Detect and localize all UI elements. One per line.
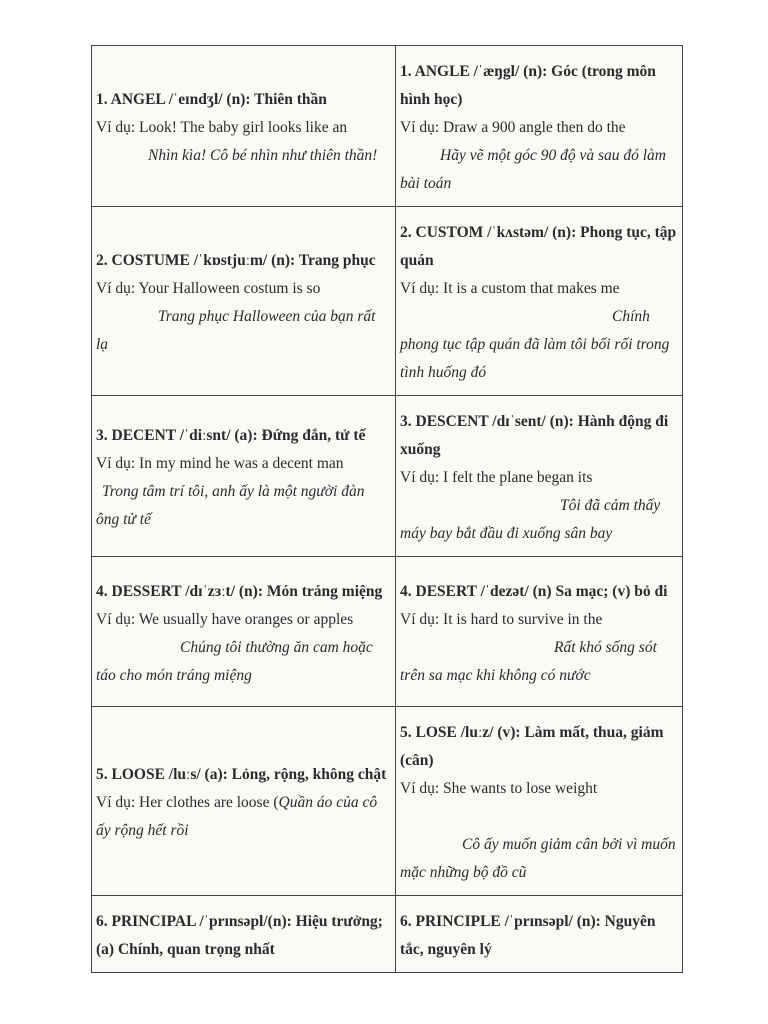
entry-costume: [92, 207, 396, 396]
entry-angle: [396, 46, 683, 207]
entry-principle: [396, 896, 683, 973]
entry-translation: Cô ấy muốn giảm cân bởi vì muốn mặc những bộ đồ cũ: [400, 836, 676, 881]
entry-heading: 6. PRINCIPAL /ˈprɪnsəpl/(n): Hiệu trưởng; (a) Chính, quan trọng nhất: [96, 913, 383, 958]
table-row: [92, 207, 683, 396]
entry-heading: 2. CUSTOM /ˈkʌstəm/ (n): Phong tục, tập quán: [400, 224, 677, 269]
entry-descent: [396, 396, 683, 557]
table-row: [92, 396, 683, 557]
entry-heading: 4. DESERT /ˈdezət/ (n) Sa mạc; (v) bỏ đi: [400, 582, 668, 600]
entry-example: Ví dụ: Draw a 900 angle then do the: [400, 119, 626, 136]
entry-heading: 5. LOOSE /luːs/ (a): Lỏng, rộng, không chật: [96, 766, 387, 783]
entry-loose: [92, 707, 396, 896]
entry-translation: Nhìn kìa! Cô bé nhìn như thiên thần!: [148, 147, 378, 164]
entry-desert: [396, 557, 683, 707]
table-row: [92, 557, 683, 707]
table-row: [92, 896, 683, 973]
entry-example: Ví dụ: She wants to lose weight: [400, 780, 598, 797]
entry-heading: 5. LOSE /luːz/ (v): Làm mất, thua, giảm (cân): [400, 724, 664, 769]
entry-principal: [92, 896, 396, 973]
entry-example: [96, 789, 391, 845]
entry-translation: Chúng tôi thường ăn cam hoặc táo cho món tráng miệng: [96, 638, 373, 684]
entry-heading: 3. DECENT /ˈdiːsnt/ (a): Đứng đắn, tử tế: [96, 427, 366, 444]
entry-decent: [92, 396, 396, 557]
entry-translation: Trang phục Halloween của bạn rất lạ: [96, 308, 376, 353]
entry-translation: Quần áo của cô ấy rộng hết rồi: [96, 794, 378, 839]
entry-translation: Chính phong tục tập quán đã làm tôi bối rối trong tình huống đó: [400, 308, 670, 381]
entry-example: Ví dụ: We usually have oranges or apples: [96, 610, 354, 628]
entry-example: Ví dụ: Your Halloween costum is so: [96, 280, 321, 297]
table-row: [92, 707, 683, 896]
entry-example: Ví dụ: Look! The baby girl looks like an: [96, 119, 348, 136]
entry-dessert: [92, 557, 396, 707]
table-row: [92, 46, 683, 207]
vocabulary-table: [91, 45, 683, 973]
entry-example: Ví dụ: In my mind he was a decent man: [96, 455, 344, 472]
entry-translation: Hãy vẽ một góc 90 độ và sau đó làm bài toán: [400, 147, 666, 192]
entry-translation: Trong tâm trí tôi, anh ấy là một người đàn ông tử tế: [96, 483, 365, 528]
entry-translation: Rất khó sống sót trên sa mạc khi không có nước: [400, 638, 657, 684]
blank-line: [400, 803, 678, 831]
entry-heading: 2. COSTUME /ˈkɒstjuːm/ (n): Trang phục: [96, 252, 376, 269]
entry-heading: 3. DESCENT /dɪˈsent/ (n): Hành động đi xuống: [400, 413, 669, 458]
entry-custom: [396, 207, 683, 396]
entry-heading: 4. DESSERT /dɪˈzɜːt/ (n): Món tráng miệng: [96, 582, 383, 600]
entry-heading: 6. PRINCIPLE /ˈprɪnsəpl/ (n): Nguyên tắc, nguyên lý: [400, 913, 656, 958]
entry-lose: [396, 707, 683, 896]
entry-translation: Tôi đã cảm thấy máy bay bắt đầu đi xuống sân bay: [400, 497, 661, 542]
entry-example-prefix: Ví dụ: Her clothes are loose (: [96, 794, 279, 811]
entry-example: Ví dụ: It is hard to survive in the: [400, 610, 603, 628]
entry-example: Ví dụ: It is a custom that makes me: [400, 280, 620, 297]
entry-example: Ví dụ: I felt the plane began its: [400, 469, 593, 486]
entry-heading: 1. ANGEL /ˈeɪndʒl/ (n): Thiên thần: [96, 91, 327, 108]
entry-angel: [92, 46, 396, 207]
entry-heading: 1. ANGLE /ˈæŋgl/ (n): Góc (trong môn hình học): [400, 63, 656, 108]
